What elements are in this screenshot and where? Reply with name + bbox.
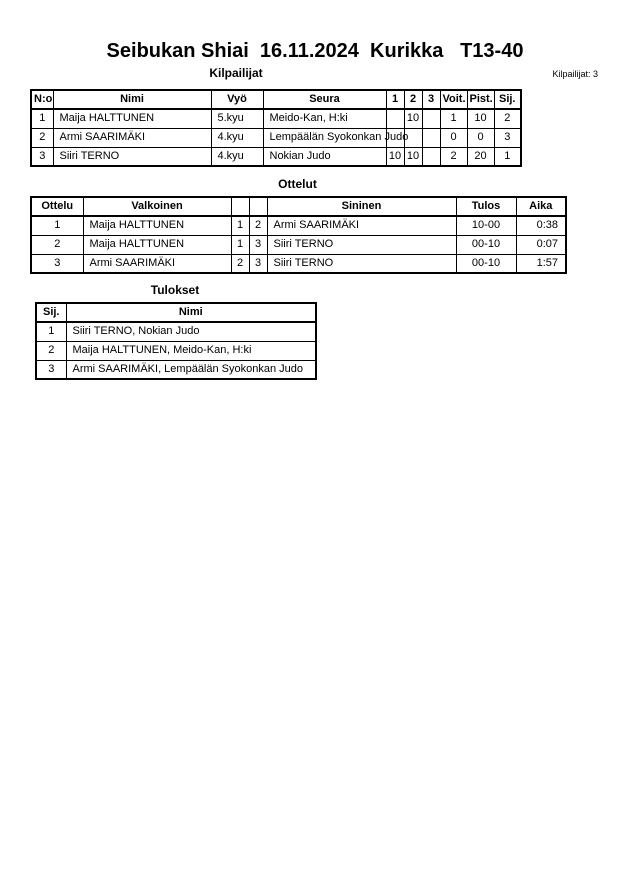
table-row bbox=[36, 341, 316, 360]
belt-cell: 4.kyu bbox=[211, 128, 263, 147]
white-player-number-cell: 1 bbox=[231, 235, 249, 254]
points-cell: 0 bbox=[467, 128, 494, 147]
table-row bbox=[31, 128, 521, 147]
col-header-sij: Sij. bbox=[36, 303, 66, 322]
col-header-match3: 3 bbox=[422, 90, 440, 109]
col-header-aika: Aika bbox=[516, 197, 566, 216]
table-row bbox=[36, 322, 316, 341]
placement-cell: 1 bbox=[36, 322, 66, 341]
competitor-name-cell: Armi SAARIMÄKI bbox=[53, 128, 211, 147]
placed-competitor-cell: Siiri TERNO, Nokian Judo bbox=[66, 322, 316, 341]
blue-player-cell: Siiri TERNO bbox=[267, 254, 456, 273]
points-cell: 20 bbox=[467, 147, 494, 166]
col-header-match2: 2 bbox=[404, 90, 422, 109]
blue-player-number-cell: 3 bbox=[249, 254, 267, 273]
belt-cell: 4.kyu bbox=[211, 147, 263, 166]
white-player-cell: Maija HALTTUNEN bbox=[83, 235, 231, 254]
match-number-cell: 1 bbox=[31, 216, 83, 235]
blue-player-cell: Siiri TERNO bbox=[267, 235, 456, 254]
blank-header-cell bbox=[249, 197, 267, 216]
time-cell: 0:38 bbox=[516, 216, 566, 235]
club-cell: Meido-Kan, H:ki bbox=[263, 109, 386, 128]
table-header-row bbox=[31, 197, 566, 216]
col-header-nimi: Nimi bbox=[66, 303, 316, 322]
match-number-cell: 2 bbox=[31, 235, 83, 254]
table-row bbox=[36, 360, 316, 379]
table-row bbox=[31, 235, 566, 254]
white-player-cell: Maija HALTTUNEN bbox=[83, 216, 231, 235]
col-header-no: N:o bbox=[31, 90, 53, 109]
table-row bbox=[31, 147, 521, 166]
score-vs-3-cell bbox=[422, 147, 440, 166]
kilpailijat-count-label: Kilpailijat: 3 bbox=[552, 69, 598, 79]
score-vs-1-cell bbox=[386, 109, 404, 128]
belt-cell: 5.kyu bbox=[211, 109, 263, 128]
placed-competitor-cell: Maija HALTTUNEN, Meido-Kan, H:ki bbox=[66, 341, 316, 360]
placement-cell: 3 bbox=[36, 360, 66, 379]
tulokset-section-title: Tulokset bbox=[150, 283, 200, 297]
blue-player-number-cell: 2 bbox=[249, 216, 267, 235]
points-cell: 10 bbox=[467, 109, 494, 128]
club-cell: Nokian Judo bbox=[263, 147, 386, 166]
placement-cell: 2 bbox=[36, 341, 66, 360]
white-player-number-cell: 2 bbox=[231, 254, 249, 273]
white-player-cell: Armi SAARIMÄKI bbox=[83, 254, 231, 273]
col-header-voit: Voit. bbox=[440, 90, 467, 109]
ottelut-section-title: Ottelut bbox=[278, 177, 317, 191]
results-table bbox=[35, 302, 317, 380]
time-cell: 0:07 bbox=[516, 235, 566, 254]
white-player-number-cell: 1 bbox=[231, 216, 249, 235]
placement-cell: 3 bbox=[494, 128, 521, 147]
col-header-vyo: Vyö bbox=[211, 90, 263, 109]
result-cell: 00-10 bbox=[456, 254, 516, 273]
placed-competitor-cell: Armi SAARIMÄKI, Lempäälän Syokonkan Judo bbox=[66, 360, 316, 379]
col-header-pist: Pist. bbox=[467, 90, 494, 109]
competitors-table bbox=[30, 89, 522, 167]
col-header-match1: 1 bbox=[386, 90, 404, 109]
match-number-cell: 3 bbox=[31, 254, 83, 273]
result-cell: 10-00 bbox=[456, 216, 516, 235]
col-header-valkoinen: Valkoinen bbox=[83, 197, 231, 216]
table-row bbox=[31, 109, 521, 128]
time-cell: 1:57 bbox=[516, 254, 566, 273]
table-row bbox=[31, 254, 566, 273]
score-vs-3-cell bbox=[422, 128, 440, 147]
table-header-row bbox=[36, 303, 316, 322]
club-cell: Lempäälän Syokonkan Judo bbox=[263, 128, 386, 147]
blue-player-cell: Armi SAARIMÄKI bbox=[267, 216, 456, 235]
score-vs-2-cell: 10 bbox=[404, 147, 422, 166]
col-header-nimi: Nimi bbox=[53, 90, 211, 109]
table-row bbox=[31, 216, 566, 235]
placement-cell: 2 bbox=[494, 109, 521, 128]
wins-cell: 2 bbox=[440, 147, 467, 166]
kilpailijat-section-title: Kilpailijat bbox=[209, 66, 263, 80]
score-vs-2-cell: 10 bbox=[404, 109, 422, 128]
competitor-number-cell: 2 bbox=[31, 128, 53, 147]
table-header-row bbox=[31, 90, 521, 109]
col-header-ottelu: Ottelu bbox=[31, 197, 83, 216]
competitor-number-cell: 3 bbox=[31, 147, 53, 166]
col-header-sij: Sij. bbox=[494, 90, 521, 109]
blank-header-cell bbox=[231, 197, 249, 216]
wins-cell: 0 bbox=[440, 128, 467, 147]
col-header-seura: Seura bbox=[263, 90, 386, 109]
col-header-tulos: Tulos bbox=[456, 197, 516, 216]
placement-cell: 1 bbox=[494, 147, 521, 166]
page-title: Seibukan Shiai 16.11.2024 Kurikka T13-40 bbox=[106, 40, 524, 62]
col-header-sininen: Sininen bbox=[267, 197, 456, 216]
competitor-name-cell: Siiri TERNO bbox=[53, 147, 211, 166]
blue-player-number-cell: 3 bbox=[249, 235, 267, 254]
matches-table bbox=[30, 196, 567, 274]
competitor-number-cell: 1 bbox=[31, 109, 53, 128]
score-vs-3-cell bbox=[422, 109, 440, 128]
result-cell: 00-10 bbox=[456, 235, 516, 254]
score-vs-1-cell: 10 bbox=[386, 147, 404, 166]
competitor-name-cell: Maija HALTTUNEN bbox=[53, 109, 211, 128]
wins-cell: 1 bbox=[440, 109, 467, 128]
